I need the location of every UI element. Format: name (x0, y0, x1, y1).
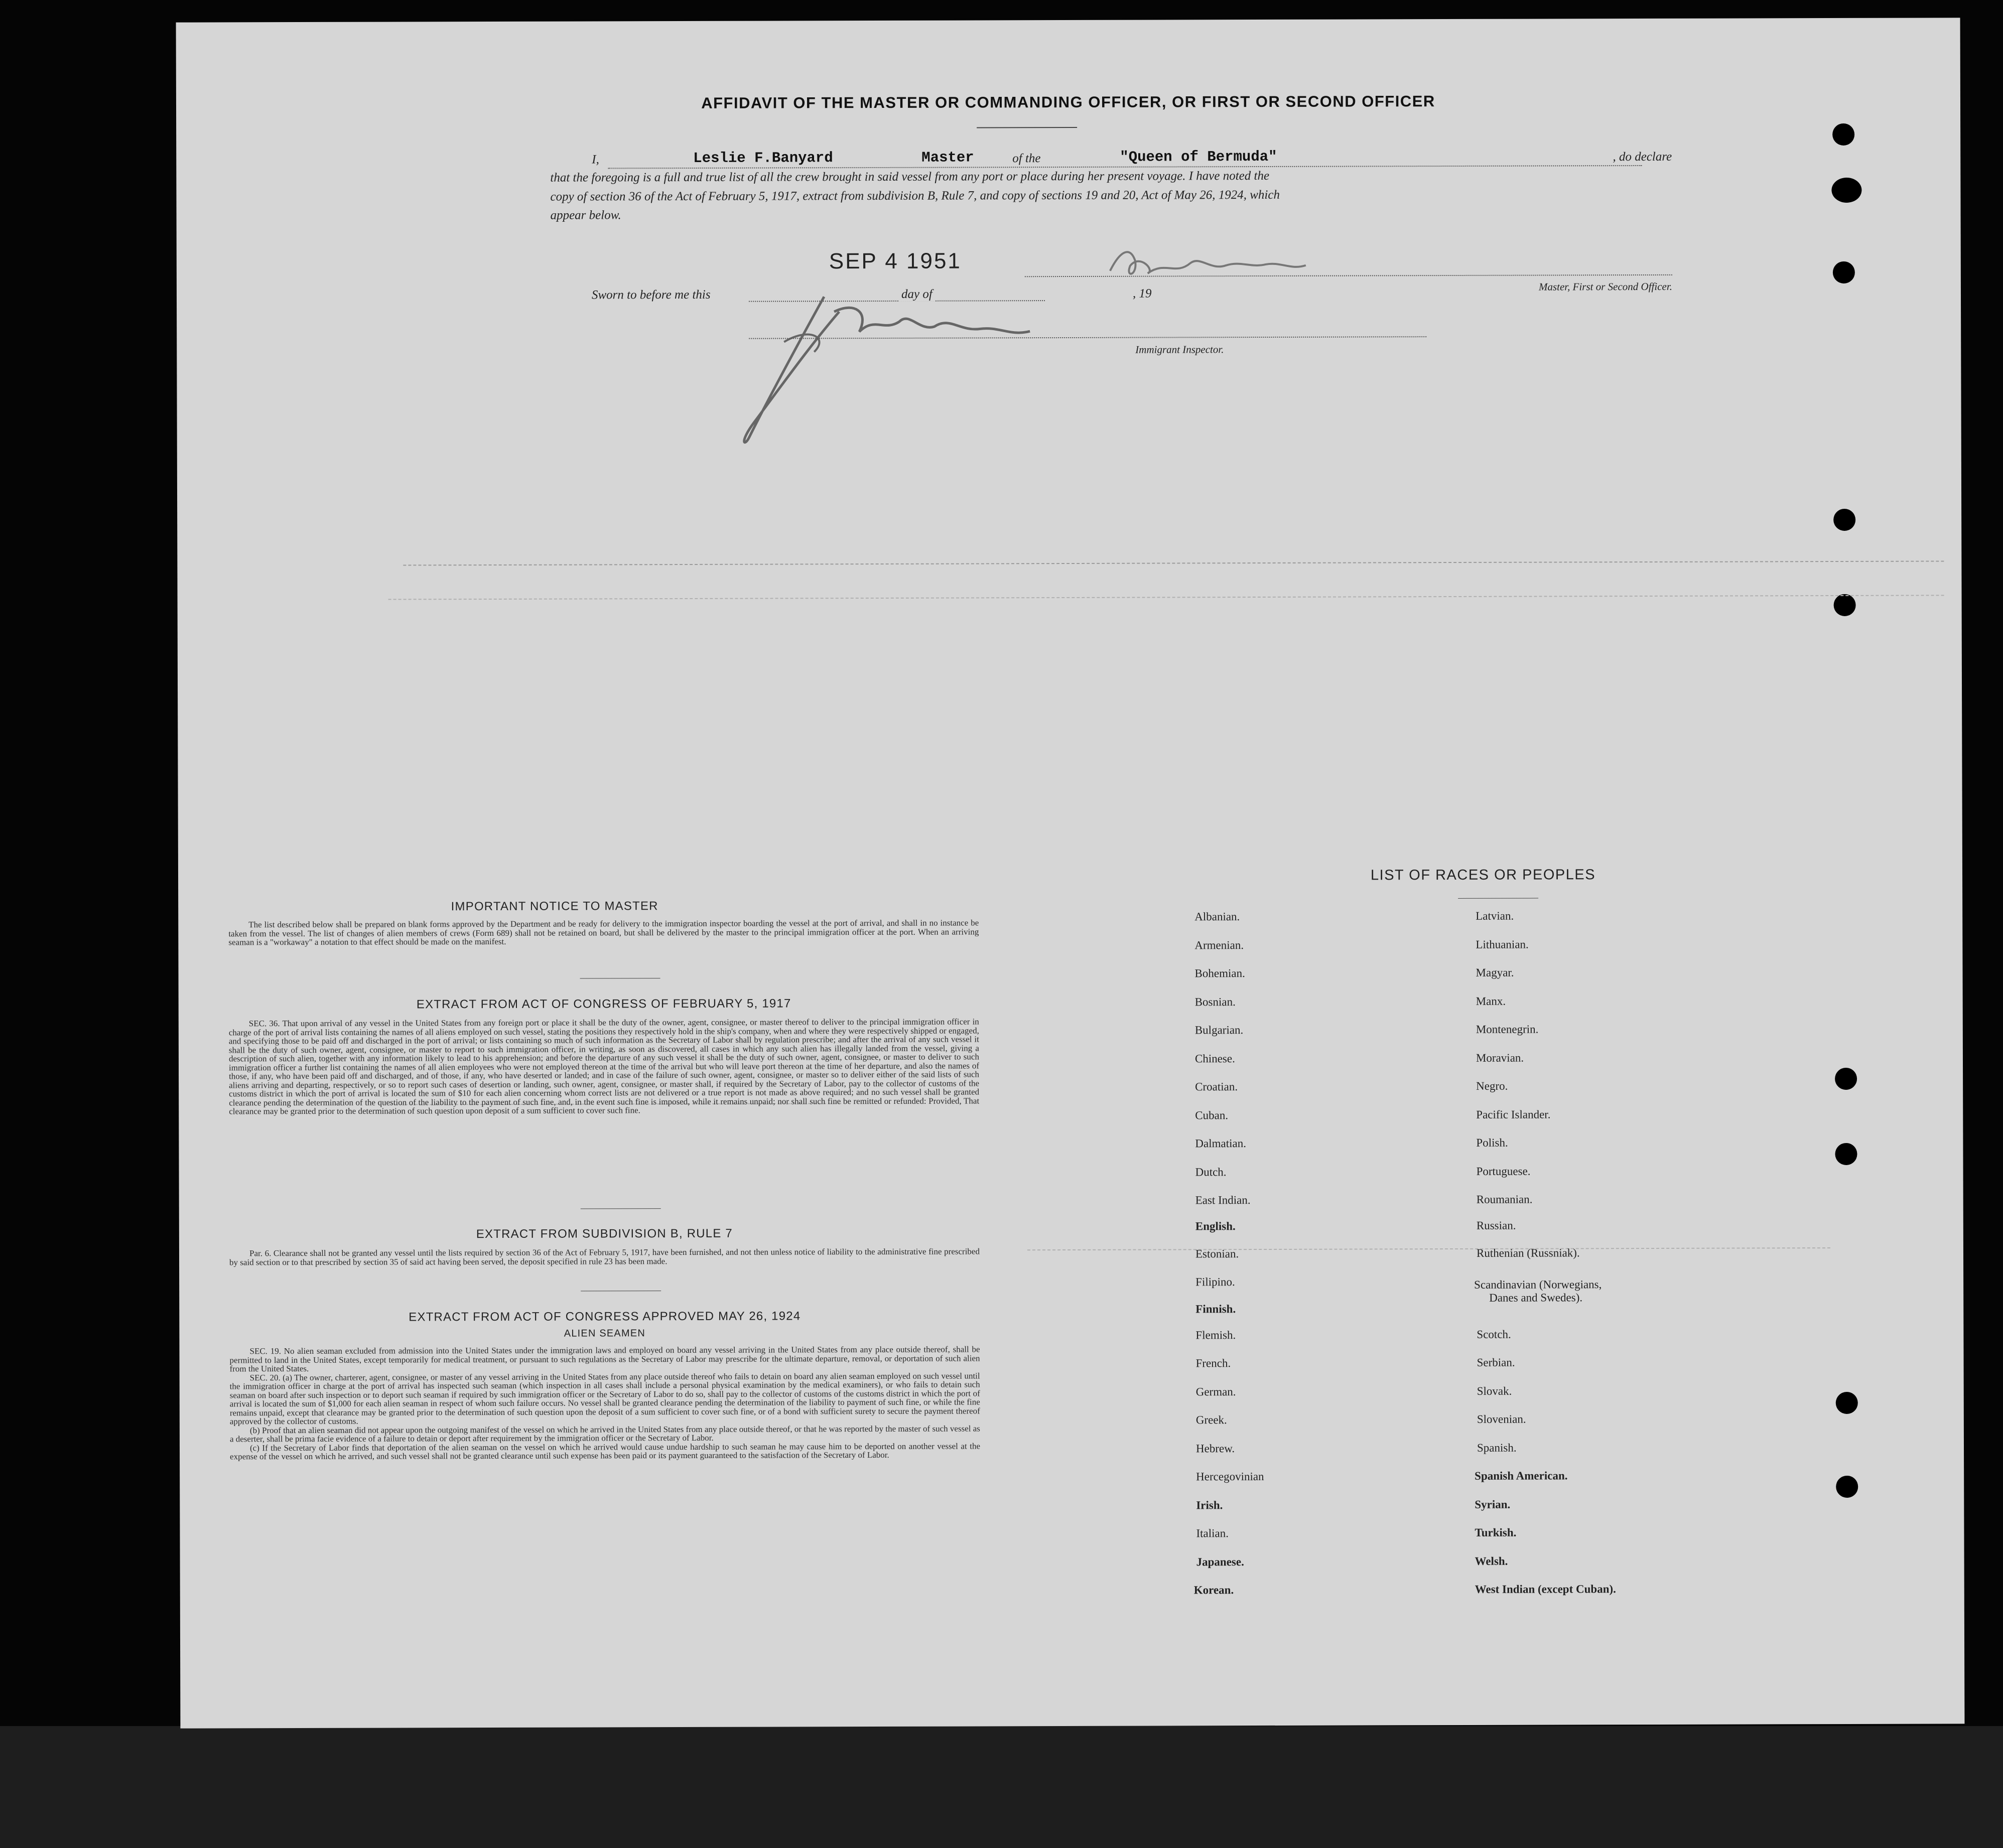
race-item: Danes and Swedes). (1489, 1291, 1583, 1304)
sec-20b-text: (b) Proof that an alien seaman did not appear upon the outgoing manifest of the vessel on which he arrived in the United States from any place outside thereof, or that he was reported by the master of such vessel as a deserter, shall be prima facie evidence of a failure to detain or deport after requirement by the immigration officer or the Secretary of Labor. (229, 1423, 980, 1444)
race-item: West Indian (except Cuban). (1475, 1583, 1616, 1596)
binder-hole (1831, 178, 1861, 203)
binder-hole (1833, 261, 1855, 283)
race-item: Bulgarian. (1194, 1024, 1244, 1037)
race-item: Portuguese. (1476, 1165, 1531, 1178)
binder-hole (1836, 1392, 1858, 1414)
binder-hole (1835, 1068, 1857, 1090)
race-item: Roumanian. (1476, 1193, 1533, 1206)
race-item: Finnish. (1195, 1303, 1236, 1316)
notice-text: The list described below shall be prepared on blank forms approved by the Department and be ready for delivery to the immigration inspector boarding the vessel at the port of arrival, and shall in no instance be taken from the vessel. The list of changes of alien members of crews (Form 689) shall not be retained on board, but shall be delivered by the master to the principal immigration officer at the port. When an arriving seaman is a "workaway" a notation to that effect should be made on the manifest. (228, 918, 979, 947)
race-item: Latvian. (1476, 909, 1514, 922)
race-item: Manx. (1476, 994, 1506, 1008)
race-item: Slovak. (1477, 1384, 1512, 1397)
race-item: Spanish. (1477, 1441, 1517, 1454)
extract-1917-text: SEC. 36. That upon arrival of any vessel in the United States from any foreign port or place it shall be the duty of the owner, agent, consignee, or master thereof to deliver to the principal immigration officer in charge of the port of arrival lists containing the names of all aliens employed on such vessel, stating the positions they respectively hold in the ship's company, when and where they were respectively shipped or engaged, and specifying those to be paid off and discharged in the port of arrival; or lists containing so much of such information as the Secretary of Labor shall by regulation prescribe; and after the arrival of any such vessel it shall be the duty of such owner, agent, consignee, or master to report to such immigration officer, in writing, as soon as discovered, all cases in which any such alien has illegally landed from the vessel, giving a description of such alien, together with any information likely to lead to his apprehension; and before the departure of any such vessel it shall be the duty of such owner, agent, consignee, or master to deliver to such immigration officer a further list containing the names of all alien employees who were not employed thereon at the time of the arrival but who will leave port thereon at the time of her departure, and also the names of those, if any, who have been paid off and discharged, and of those, if any, who have deserted or landed; and in case of the failure of such owner, agent, consignee, or master so to deliver either of the said lists of such aliens arriving and departing, respectively, or so to report such cases of desertion or landing, such owner, agent, consignee, or master shall, if required by the Secretary of Labor, pay to the collector of customs of the customs district in which the port of arrival is located the sum of $10 for each alien concerning whom correct lists are not delivered or a true report is not made as above required; and no such vessel shall be granted clearance pending the determination of the question of the liability to the payment of such fine, and, in the event such fine is imposed, while it remains unpaid; nor shall such fine be remitted or refunded: Provided, That clearance may be granted prior to the determination of such question upon deposit of a sum sufficient to cover such fine. (228, 1017, 980, 1116)
rule-7-heading: EXTRACT FROM SUBDIVISION B, RULE 7 (476, 1226, 733, 1241)
race-item: Greek. (1195, 1413, 1227, 1427)
race-item: English. (1195, 1220, 1236, 1233)
binder-hole (1836, 1476, 1858, 1498)
race-item: Bosnian. (1194, 996, 1236, 1009)
race-item: French. (1195, 1357, 1231, 1370)
race-item: Syrian. (1475, 1498, 1511, 1511)
do-declare-label: , do declare (1561, 150, 1672, 165)
manifest-page (176, 18, 1965, 1728)
race-item: Irish. (1196, 1499, 1223, 1512)
section-divider (581, 1208, 661, 1209)
sworn-to-label: Sworn to before me this (591, 288, 711, 302)
declaration-line-2: that the foregoing is a full and true list of all the crew brought in said vessel from any port or place during her present voyage. I have noted the (550, 169, 1270, 185)
alien-seamen-subheading: ALIEN SEAMEN (564, 1328, 646, 1339)
race-item: Italian. (1196, 1527, 1229, 1540)
race-item: Negro. (1476, 1079, 1508, 1092)
race-item: Russian. (1476, 1219, 1516, 1232)
race-item: Bohemian. (1194, 967, 1245, 980)
binder-hole (1835, 1143, 1857, 1165)
officer-caption: Master, First or Second Officer. (1538, 280, 1672, 293)
master-name: Leslie F.Banyard (693, 150, 833, 167)
race-item: Polish. (1476, 1136, 1508, 1149)
races-divider (1458, 898, 1538, 899)
race-item: Dutch. (1195, 1166, 1227, 1179)
scan-background (0, 1726, 2003, 1848)
race-item: Filipino. (1195, 1275, 1235, 1289)
race-item: Moravian. (1476, 1051, 1524, 1064)
binder-hole (1832, 123, 1854, 146)
race-item: Chinese. (1194, 1052, 1235, 1065)
race-item: Japanese. (1196, 1555, 1244, 1569)
affidavit-title: AFFIDAVIT OF THE MASTER OR COMMANDING OFFICER, OR FIRST OR SECOND OFFICER (701, 92, 1435, 112)
of-the-label: of the (1009, 152, 1043, 166)
race-item: Magyar. (1476, 966, 1514, 979)
year-label: , 19 (1132, 287, 1152, 301)
race-item: Albanian. (1194, 910, 1240, 923)
race-item: Hebrew. (1195, 1442, 1235, 1455)
race-item: Turkish. (1475, 1526, 1517, 1539)
day-of-label: day of (899, 288, 934, 302)
race-item: Dalmatian. (1195, 1137, 1246, 1150)
vessel-name: "Queen of Bermuda" (1120, 148, 1277, 166)
master-rank: Master (921, 149, 974, 166)
affidavit-i-label: I, (592, 153, 599, 167)
declaration-line-3: copy of section 36 of the Act of February 5, 1917, extract from subdivision B, Rule 7, and copy of sections 19 and 20, Act of May 26, 1924, which (550, 188, 1280, 204)
title-divider (977, 127, 1077, 128)
rule-7-text: Par. 6. Clearance shall not be granted any vessel until the lists required by section 36 of the Act of February 5, 1917, have been furnished, and not then unless notice of liability to the administrative fine prescribed by said section or to that prescribed by section 35 of said act having been served, the deposit specified in rule 23 has been made. (229, 1246, 980, 1267)
race-item: Croatian. (1195, 1080, 1238, 1093)
binder-hole (1834, 594, 1856, 616)
inspector-signature (709, 281, 1050, 453)
race-item: Scandinavian (Norwegians, (1474, 1278, 1602, 1291)
race-item: Spanish American. (1475, 1469, 1568, 1482)
inspector-caption: Immigrant Inspector. (1135, 343, 1224, 356)
sec-20a-text: SEC. 20. (a) The owner, charterer, agent, consignee, or master of any vessel arriving in the United States from any place outside thereof who fails to detain on board any alien seaman employed on such vessel until the immigration officer in charge at the port of arrival has inspected such seaman (which inspection in all cases shall include a personal physical examination by the medical examiners), or who fails to detain such seaman on board after such inspection or to deport such seaman if required by such immigration officer or the Secretary of Labor to do so, shall pay to the collector of customs of the customs district in which the port of arrival is located the sum of $1,000 for each alien seaman in respect of whom such failure occurs. No vessel shall be granted clearance pending the determination of the liability to payment of such fine, or while the fine remains unpaid, except that clearance may be granted prior to the determination of such question upon the deposit of a sum sufficient to cover such fine, or of a bond with sufficient surety to secure the payment thereof approved by the collector of customs. (229, 1370, 980, 1427)
race-item: Hercegovinian (1196, 1470, 1264, 1483)
extract-1924-heading: EXTRACT FROM ACT OF CONGRESS APPROVED MAY 26, 1924 (409, 1309, 801, 1324)
race-item: Estonian. (1195, 1247, 1239, 1260)
extract-1924-body (229, 1345, 980, 1461)
sec-20c-text: (c) If the Secretary of Labor finds that deportation of the alien seaman on the vessel on which he arrived would cause undue hardship to such seaman he may cause him to be deported on another vessel at the expense of the vessel on which he arrived, and such vessel shall not be granted clearance until such expense has been paid or its payment guaranteed to the satisfaction of the Secretary of Labor. (230, 1441, 981, 1462)
race-item: Scotch. (1477, 1328, 1511, 1341)
race-item: Pacific Islander. (1476, 1108, 1551, 1121)
race-item: Flemish. (1195, 1329, 1236, 1342)
notice-heading: IMPORTANT NOTICE TO MASTER (451, 899, 658, 914)
bleed-through-line (403, 560, 1944, 565)
race-item: Welsh. (1475, 1554, 1508, 1568)
bleed-through-line (388, 595, 1944, 600)
date-stamp: SEP 4 1951 (829, 248, 962, 274)
declaration-line-4: appear below. (550, 208, 621, 222)
sec-19-text: SEC. 19. No alien seaman excluded from admission into the United States under the immigration laws and employed on board any vessel arriving in the United States from any place outside thereof, shall be permitted to land in the United States, except temporarily for medical treatment, or pursuant to such regulations as the Secretary of Labor may prescribe for the ultimate departure, removal, or deportation of such alien from the United States. (229, 1344, 980, 1374)
race-item: Serbian. (1477, 1356, 1515, 1369)
race-item: Lithuanian. (1476, 938, 1529, 951)
race-item: Korean. (1193, 1584, 1234, 1597)
race-item: East Indian. (1195, 1194, 1251, 1207)
race-item: Ruthenian (Russniak). (1476, 1246, 1580, 1259)
race-item: Slovenian. (1477, 1412, 1526, 1426)
races-heading: LIST OF RACES OR PEOPLES (1370, 867, 1596, 884)
officer-signature (1100, 240, 1361, 291)
binder-hole (1833, 509, 1855, 531)
bleed-through-line (1027, 1247, 1830, 1250)
race-item: German. (1195, 1385, 1236, 1398)
race-item: Montenegrin. (1476, 1023, 1539, 1036)
extract-1917-heading: EXTRACT FROM ACT OF CONGRESS OF FEBRUARY 5, 1917 (416, 997, 791, 1012)
race-item: Cuban. (1195, 1109, 1229, 1122)
race-item: Armenian. (1194, 939, 1244, 952)
